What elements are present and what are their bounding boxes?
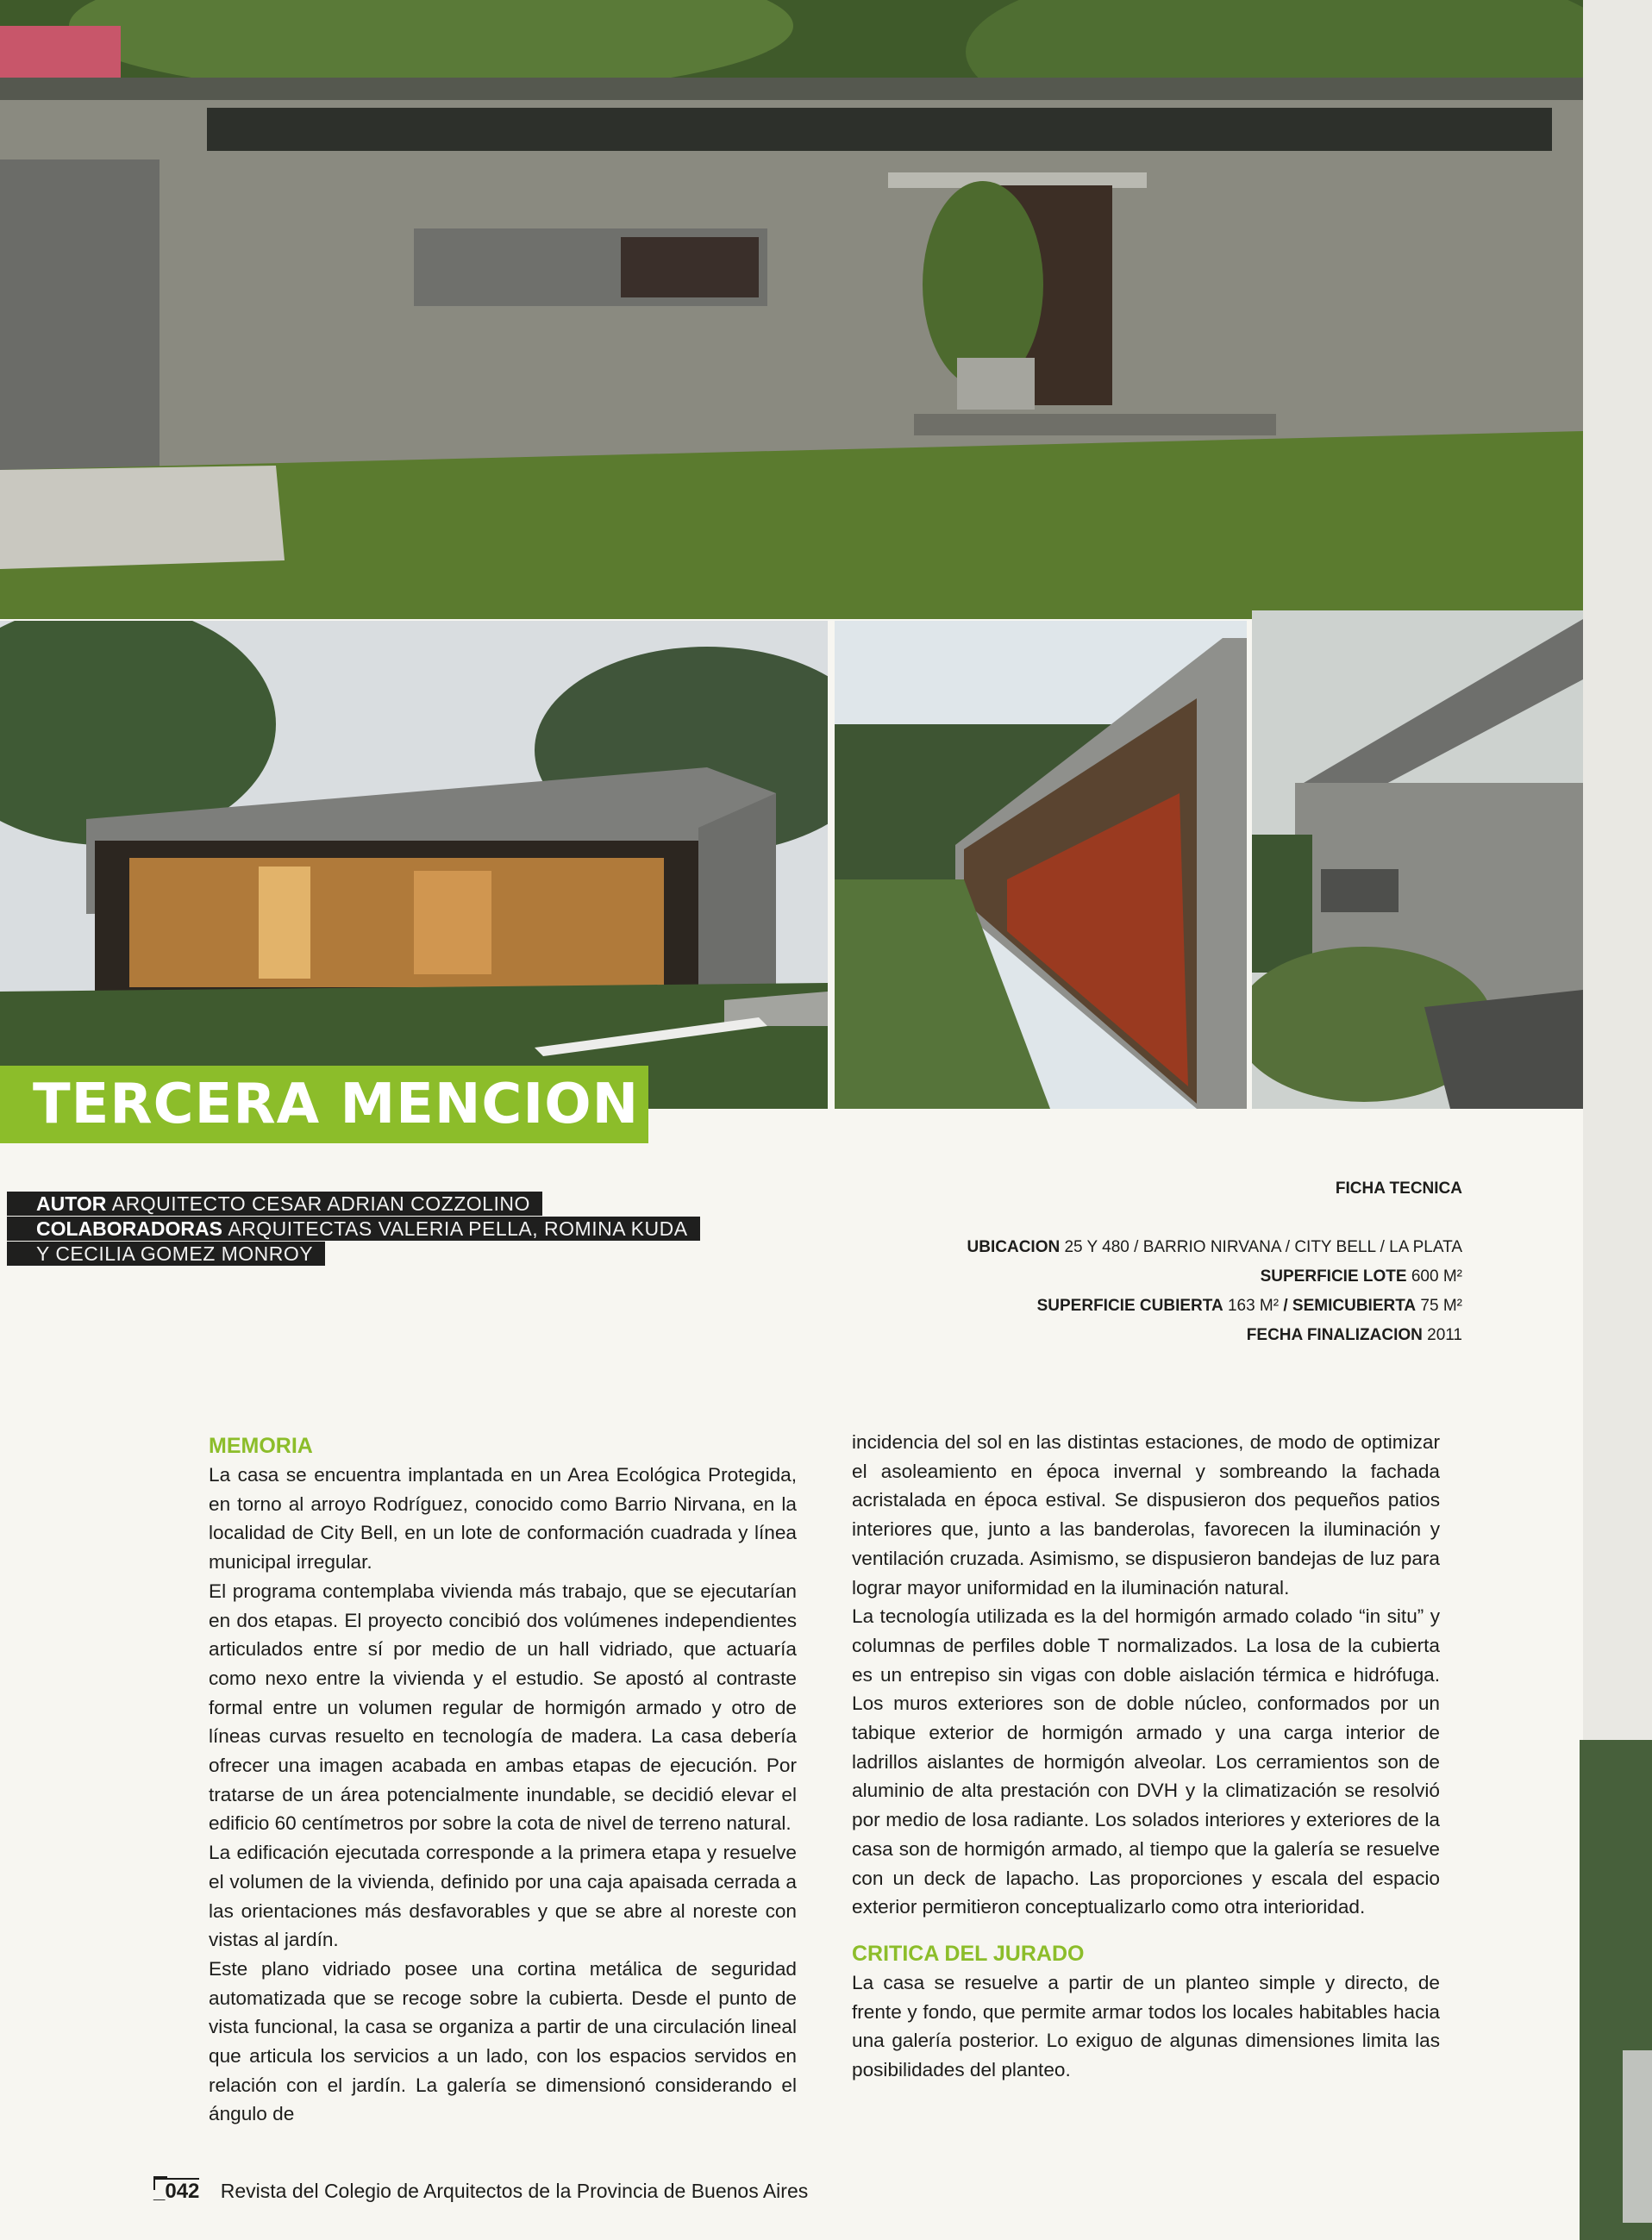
critica-heading: CRITICA DEL JURADO (852, 1941, 1085, 1966)
lot-area-label: SUPERFICIE LOTE (1260, 1267, 1407, 1286)
page-number: _042 (153, 2180, 200, 2203)
covered-area-value: 163 M² (1227, 1297, 1280, 1315)
photo-facade (0, 0, 1583, 619)
technical-sheet-title: FICHA TECNICA (1335, 1179, 1462, 1198)
right-column (852, 1428, 1440, 2085)
credit-collaborators-cont (7, 1242, 325, 1266)
author-value: ARQUITECTO CESAR ADRIAN COZZOLINO (111, 1192, 530, 1215)
credit-collaborators (7, 1217, 700, 1241)
memoria-paragraph: La edificación ejecutada corresponde a la primera etapa y resuelve el volumen de la vivienda, definido por una caja apaisada cerrada a las orientaciones más desfavorables y que se abre al noreste con vistas al jardín. (209, 1842, 797, 1951)
photo-gallery-side (835, 621, 1247, 1109)
memoria-heading: MEMORIA (209, 1434, 313, 1458)
memoria-paragraph: La casa se encuentra implantada en un Area Ecológica Protegida, en torno al arroyo Rodríguez, conocido como Barrio Nirvana, en la localidad de City Bell, en un lote de conformación cuadrada y línea municipal irregular. (209, 1464, 797, 1574)
location-row (967, 1233, 1462, 1262)
credit-author (7, 1192, 542, 1216)
completion-label: FECHA FINALIZACION (1246, 1326, 1423, 1344)
covered-area-row (967, 1292, 1462, 1321)
critica-paragraph: La casa se resuelve a partir de un planteo simple y directo, de frente y fondo, que permite armar todos los locales habitables hacia una galería posterior. Lo exiguo de algunas dimensiones limita las posibilidades del planteo. (852, 1971, 1440, 2081)
location-value: 25 Y 480 / BARRIO NIRVANA / CITY BELL / LA PLATA (1064, 1238, 1462, 1256)
credits-block (7, 1192, 700, 1267)
semicovered-value: 75 M² (1420, 1297, 1462, 1315)
photo-entrance (1252, 610, 1583, 1109)
photo-gallery-dusk (0, 621, 828, 1109)
collaborators-label: COLABORADORAS (36, 1217, 222, 1240)
covered-area-label: SUPERFICIE CUBIERTA (1036, 1297, 1223, 1315)
next-page-photo-edge (1580, 1740, 1652, 2240)
memoria-paragraph: incidencia del sol en las distintas estaciones, de modo de optimizar el asoleamiento en época invernal y sombreando la fachada acristalada en época estival. Se dispusieron dos pequeños patios interiores que, junto a las banderolas, favorecen la iluminación y ventilación cruzada. Asimismo, se dispusieron bandejas de luz para lograr mayor uniformidad en la iluminación natural. (852, 1431, 1440, 1599)
location-label: UBICACION (967, 1238, 1061, 1256)
publication-name: Revista del Colegio de Arquitectos de la Provincia de Buenos Aires (220, 2180, 809, 2202)
page-footer (153, 2180, 808, 2204)
technical-sheet (967, 1174, 1462, 1350)
semicovered-label: / SEMICUBIERTA (1283, 1297, 1417, 1315)
lot-area-value: 600 M² (1411, 1267, 1462, 1286)
author-label: AUTOR (36, 1192, 107, 1215)
award-title: TERCERA MENCION (33, 1073, 640, 1136)
award-banner (0, 1066, 648, 1143)
memoria-paragraph: Este plano vidriado posee una cortina metálica de seguridad automatizada que se recoge sobre la cubierta. Desde el punto de vista funcional, la casa se organiza a partir de una circulación lineal que articula los servicios a un lado, con los espacios servidos en relación con el jardín. La galería se dimensionó considerando el ángulo de (209, 1957, 797, 2125)
completion-value: 2011 (1427, 1326, 1462, 1344)
memoria-column (209, 1431, 797, 2129)
memoria-paragraph: La tecnología utilizada es la del hormigón armado colado “in situ” y columnas de perfiles doble T normalizados. La losa de la cubierta es un entrepiso sin vigas con doble aislación térmica e hidrófuga. Los muros exteriores son de doble núcleo, conformados por un tabique exterior de hormigón armado y una carga interior de ladrillos aislantes de hormigón alveolar. Los cerramientos son de aluminio de alta prestación con DVH y la climatización se resolvió por medio de losa radiante. Los solados interiores y exteriores de la casa son de hormigón armado, al tiempo que la galería se resuelve con un deck de lapacho. Las proporciones y escala del espacio exterior permitieron conceptualizarlo como otra interioridad. (852, 1605, 1440, 1918)
memoria-paragraph: El programa contemplaba vivienda más trabajo, que se ejecutarían en dos etapas. El proyecto concibió dos volúmenes independientes articulados entre sí por medio de un hall vidriado, que actuaría como nexo entre la vivienda y el estudio. Se apostó al contraste formal entre un volumen regular de hormigón armado y otro de líneas curvas resuelto en tecnología de madera. La casa debería ofrecer una imagen acabada en ambas etapas de ejecución. Por tratarse de un área potencialmente inundable, se decidió elevar el edificio 60 centímetros por sobre la cota de nivel de terreno natural. (209, 1580, 797, 1835)
collaborators-value: ARQUITECTAS VALERIA PELLA, ROMINA KUDA (228, 1217, 688, 1240)
completion-row (967, 1321, 1462, 1350)
lot-area-row (967, 1262, 1462, 1292)
collaborators-value-2: Y CECILIA GOMEZ MONROY (36, 1242, 314, 1265)
